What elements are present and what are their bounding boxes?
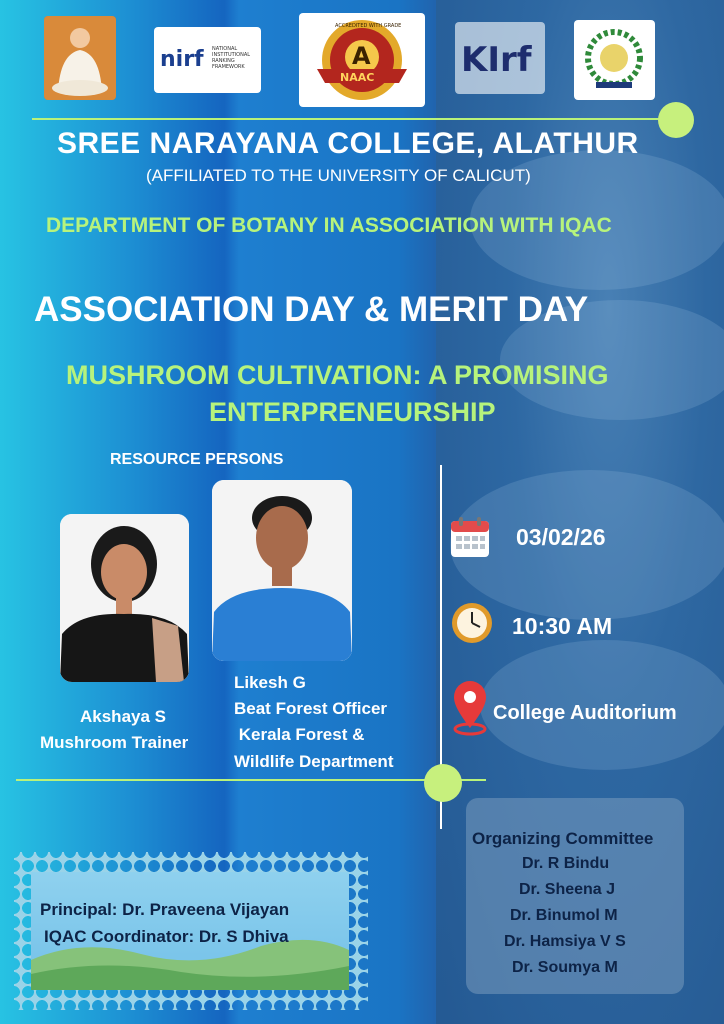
location-pin-icon	[452, 680, 488, 736]
calendar-icon	[450, 516, 490, 558]
event-date: 03/02/26	[516, 524, 606, 550]
likesh-photo	[212, 480, 352, 661]
college-emblem-logo	[574, 20, 655, 100]
naac-logo	[299, 13, 425, 107]
clock-icon	[451, 602, 493, 644]
committee-heading: Organizing Committee	[472, 829, 654, 848]
person2-role: Beat Forest Officer	[234, 699, 388, 718]
person1-role: Mushroom Trainer	[40, 733, 189, 752]
nirf-fullname: NATIONAL INSTITUTIONAL RANKING FRAMEWORK	[212, 46, 251, 70]
committee-member: Dr. Sheena J	[519, 881, 616, 898]
person2-org-line2: Wildlife Department	[234, 752, 394, 771]
event-topic-line2: ENTERPRENEURSHIP	[209, 397, 496, 427]
person1-name: Akshaya S	[80, 707, 166, 726]
nirf-wordmark: nirf	[160, 47, 204, 72]
college-emblem-icon	[574, 20, 655, 100]
college-name: SREE NARAYANA COLLEGE, ALATHUR	[57, 127, 639, 160]
iqac-coordinator-name: IQAC Coordinator: Dr. S Dhiva	[44, 927, 289, 946]
college-affiliation: (AFFILIATED TO THE UNIVERSITY OF CALICUT)	[146, 166, 531, 185]
event-topic-line1: MUSHROOM CULTIVATION: A PROMISING	[66, 360, 609, 390]
department-line: DEPARTMENT OF BOTANY IN ASSOCIATION WITH IQAC	[46, 214, 612, 237]
event-venue: College Auditorium	[493, 702, 677, 724]
committee-member: Dr. Soumya M	[512, 959, 618, 976]
guru-figure-icon	[44, 16, 116, 100]
event-title: ASSOCIATION DAY & MERIT DAY	[34, 290, 589, 329]
guru-portrait-logo	[44, 16, 116, 100]
kirf-logo	[455, 22, 545, 94]
committee-member: Dr. R Bindu	[522, 855, 610, 872]
top-divider-line	[32, 118, 668, 120]
nirf-logo	[154, 27, 261, 93]
committee-member: Dr. Binumol M	[510, 907, 618, 924]
naac-grade: A	[352, 42, 371, 70]
committee-member: Dr. Hamsiya V S	[504, 933, 626, 950]
person-portrait-icon	[60, 514, 189, 682]
decorative-dot	[424, 764, 462, 802]
resource-persons-heading: RESOURCE PERSONS	[110, 451, 284, 468]
decorative-dot	[658, 102, 694, 138]
person2-org-line1: Kerala Forest &	[234, 725, 365, 744]
bottom-divider-line	[16, 779, 486, 781]
naac-accredited-text: ACCREDITED WITH GRADE	[335, 23, 402, 29]
person2-name: Likesh G	[234, 673, 306, 692]
kirf-wordmark: KIrf	[461, 40, 532, 80]
person-portrait-icon	[212, 480, 352, 661]
akshaya-photo	[60, 514, 189, 682]
naac-name: NAAC	[340, 71, 375, 84]
principal-name: Principal: Dr. Praveena Vijayan	[40, 900, 290, 919]
event-time: 10:30 AM	[512, 613, 613, 639]
